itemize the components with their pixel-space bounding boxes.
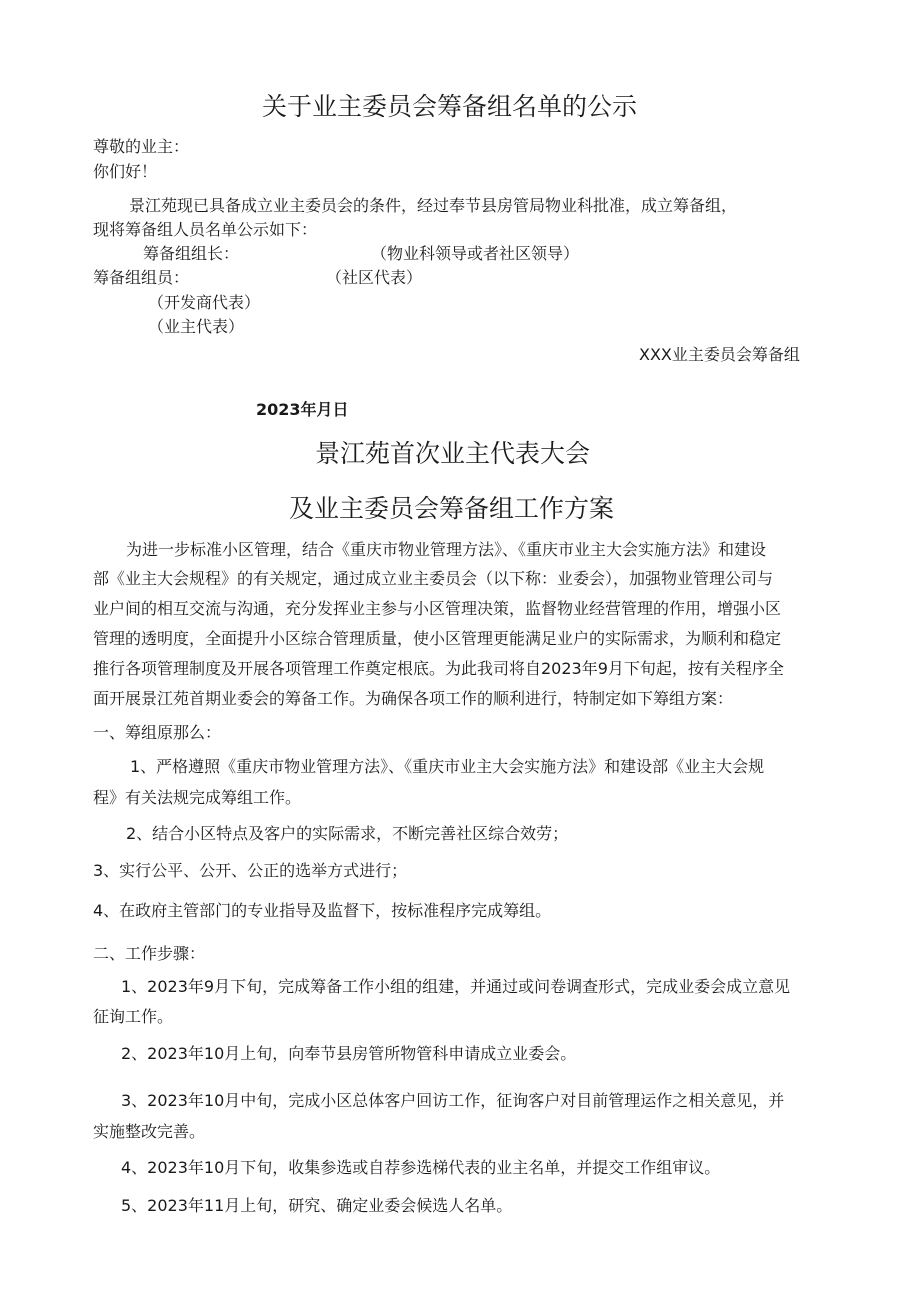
greeting-line: 你们好！ xyxy=(93,162,158,181)
intro-line: 业户间的相互交流与沟通，充分发挥业主参与小区管理决策，监督物业经营管理的作用，增强小区 xyxy=(93,599,782,618)
plan-title: 景江苑首次业主代表大会 xyxy=(315,439,591,468)
notice-paragraph-line: 景江苑现已具备成立业主委员会的条件，经过奉节县房管局物业科批准，成立筹备组， xyxy=(129,196,738,215)
member-note: （社区代表） xyxy=(326,268,423,287)
list-item: 4、在政府主管部门的专业指导及监督下，按标准程序完成筹组。 xyxy=(93,901,552,920)
section-heading: 二、工作步骤： xyxy=(93,944,206,963)
list-item: 2、结合小区特点及客户的实际需求，不断完善社区综合效劳； xyxy=(126,824,569,843)
leader-note: （物业科领导或者社区领导） xyxy=(371,244,580,263)
intro-line: 管理的透明度，全面提升小区综合管理质量，使小区管理更能满足业户的实际需求，为顺利和稳定 xyxy=(93,629,782,648)
greeting-line: 尊敬的业主： xyxy=(93,137,190,156)
list-item: 程》有关法规完成筹组工作。 xyxy=(93,788,302,807)
intro-line: 部《业主大会规程》的有关规定，通过成立业主委员会（以下称：业委会），加强物业管理公司与 xyxy=(93,569,774,588)
intro-line: 为进一步标准小区管理，结合《重庆市物业管理方法》、《重庆市业主大会实施方法》和建设 xyxy=(126,540,767,559)
intro-line: 推行各项管理制度及开展各项管理工作奠定根底。为此我司将自2023年9月下旬起，按有关程序全 xyxy=(93,659,784,678)
list-item: 征询工作。 xyxy=(93,1007,174,1026)
notice-date: 2023年月日 xyxy=(256,400,349,419)
leader-label: 筹备组组长： xyxy=(143,244,240,263)
member-note: （业主代表） xyxy=(148,317,245,336)
intro-line: 面开展景江苑首期业委会的筹备工作。为确保各项工作的顺利进行，特制定如下筹组方案： xyxy=(93,689,734,708)
notice-paragraph-line: 现将筹备组人员名单公示如下： xyxy=(93,220,318,239)
list-item: 实施整改完善。 xyxy=(93,1122,206,1141)
list-item: 5、2023年11月上旬，研究、确定业委会候选人名单。 xyxy=(121,1196,513,1215)
member-note: （开发商代表） xyxy=(148,293,261,312)
list-item: 2、2023年10月上旬，向奉节县房管所物管科申请成立业委会。 xyxy=(121,1044,577,1063)
list-item: 3、实行公平、公开、公正的选举方式进行； xyxy=(93,861,408,880)
signature: XXX业主委员会筹备组 xyxy=(639,345,800,364)
list-item: 1、2023年9月下旬，完成筹备工作小组的组建，并通过或问卷调查形式，完成业委会成立意见 xyxy=(121,977,791,996)
list-item: 4、2023年10月下旬，收集参选或自荐参选梯代表的业主名单，并提交工作组审议。 xyxy=(121,1158,721,1177)
list-item: 3、2023年10月中旬，完成小区总体客户回访工作，征询客户对目前管理运作之相关意见，并 xyxy=(121,1091,785,1110)
notice-title: 关于业主委员会筹备组名单的公示 xyxy=(262,92,638,121)
member-label: 筹备组组员： xyxy=(93,268,190,287)
section-heading: 一、筹组原那么： xyxy=(93,723,222,742)
plan-title: 及业主委员会筹备组工作方案 xyxy=(289,494,615,523)
list-item: 1、严格遵照《重庆市物业管理方法》、《重庆市业主大会实施方法》和建设部《业主大会规 xyxy=(130,757,765,776)
